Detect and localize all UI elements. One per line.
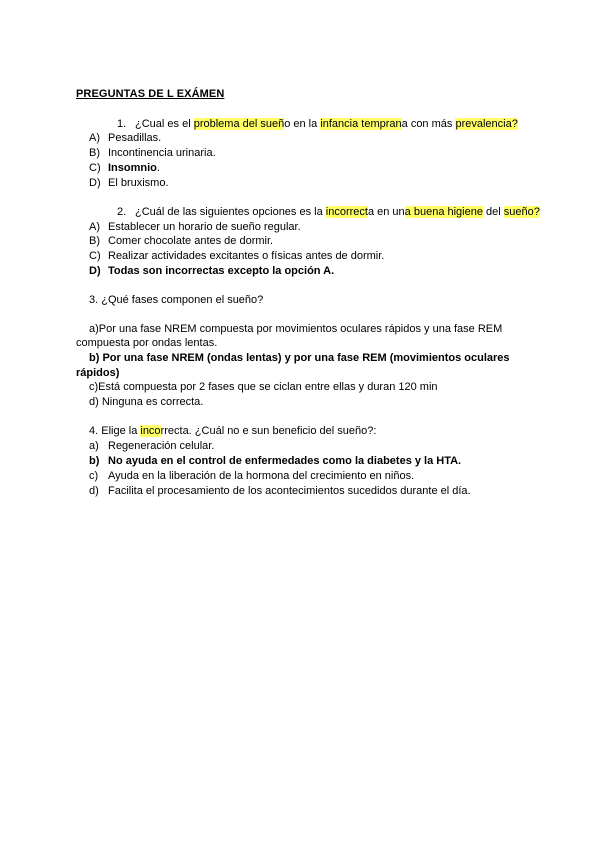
option-text-correct: Todas son incorrectas excepto la opción A. — [108, 265, 335, 277]
question-2 — [117, 205, 540, 219]
option-text-correct: No ayuda en el control de enfermedades como la diabetes y la HTA. — [108, 455, 462, 467]
option-text: Ayuda en la liberación de la hormona del crecimiento en niños. — [108, 470, 415, 482]
option-text: Incontinencia urinaria. — [108, 147, 216, 159]
question-1-highlight: infancia tempran — [320, 118, 402, 130]
option-text: El bruxismo. — [108, 177, 169, 189]
q1-option-c — [89, 161, 160, 175]
q1-option-a — [89, 131, 161, 145]
option-letter: d) — [89, 485, 99, 497]
page-title: PREGUNTAS DE L EXÁMEN — [76, 88, 225, 100]
q3-option-b-line-1: b) Por una fase NREM (ondas lentas) y por una fase REM (movimientos oculares — [89, 352, 510, 364]
option-letter: D) — [89, 265, 101, 277]
q3-option-c: c)Está compuesta por 2 fases que se ciclan entre ellas y duran 120 min — [89, 381, 438, 393]
q3-option-a-line-2: compuesta por ondas lentas. — [76, 337, 218, 349]
question-2-number: 2. — [117, 206, 127, 218]
q3-option-a-line-1: a)Por una fase NREM compuesta por movimientos oculares rápidos y una fase REM — [89, 323, 503, 335]
q4-option-c — [89, 469, 414, 483]
question-1-text-part: a con más — [401, 118, 456, 130]
q2-option-b — [89, 234, 273, 248]
option-letter: B) — [89, 235, 100, 247]
option-letter: c) — [89, 470, 99, 482]
option-text: Establecer un horario de sueño regular. — [108, 221, 301, 233]
question-1 — [117, 117, 518, 131]
q2-option-a — [89, 220, 301, 234]
option-letter: a) — [89, 440, 99, 452]
question-1-number: 1. — [117, 118, 127, 130]
question-2-highlight: incorrect — [325, 206, 368, 218]
q3-option-b-line-2: rápidos) — [76, 367, 120, 379]
option-text: Comer chocolate antes de dormir. — [108, 235, 274, 247]
question-1-highlight: problema del sueñ — [193, 118, 285, 130]
option-text: Pesadillas. — [108, 132, 162, 144]
q3-option-d: d) Ninguna es correcta. — [89, 396, 204, 408]
option-text: Facilita el procesamiento de los acontecimientos sucedidos durante el día. — [108, 485, 471, 497]
question-1-text-part: o en la — [284, 118, 321, 130]
question-4-text-part: rrecta. ¿Cuál no e sun beneficio del sueño?: — [160, 425, 377, 437]
option-text-correct: Insomnio — [108, 162, 157, 174]
q4-option-a — [89, 439, 214, 453]
option-letter: D) — [89, 177, 101, 189]
q1-option-d — [89, 176, 169, 190]
question-2-highlight: a buena higiene — [404, 206, 483, 218]
q1-option-b — [89, 146, 216, 160]
q4-option-b — [89, 454, 461, 468]
option-suffix: . — [156, 162, 160, 174]
q2-option-d — [89, 264, 334, 278]
option-text: Realizar actividades excitantes o físicas antes de dormir. — [108, 250, 385, 262]
option-letter: A) — [89, 221, 100, 233]
question-3: 3. ¿Qué fases componen el sueño? — [89, 294, 264, 306]
q4-option-d — [89, 484, 471, 498]
option-text: Regeneración celular. — [108, 440, 215, 452]
question-4-text-part: 4. Elige la — [89, 425, 141, 437]
option-letter: C) — [89, 250, 101, 262]
question-2-highlight: sueño? — [503, 206, 540, 218]
option-letter: B) — [89, 147, 100, 159]
question-2-text-part: del — [482, 206, 504, 218]
question-1-text-part: ¿Cual es el — [135, 118, 194, 130]
option-letter: A) — [89, 132, 100, 144]
q2-option-c — [89, 249, 384, 263]
option-letter: C) — [89, 162, 101, 174]
question-2-text-part: ¿Cuál de las siguientes opciones es la — [135, 206, 326, 218]
option-letter: b) — [89, 455, 100, 467]
question-4 — [89, 424, 376, 438]
question-1-highlight: prevalencia? — [455, 118, 518, 130]
question-2-text-part: a en un — [367, 206, 405, 218]
question-4-highlight: inco — [140, 425, 161, 437]
